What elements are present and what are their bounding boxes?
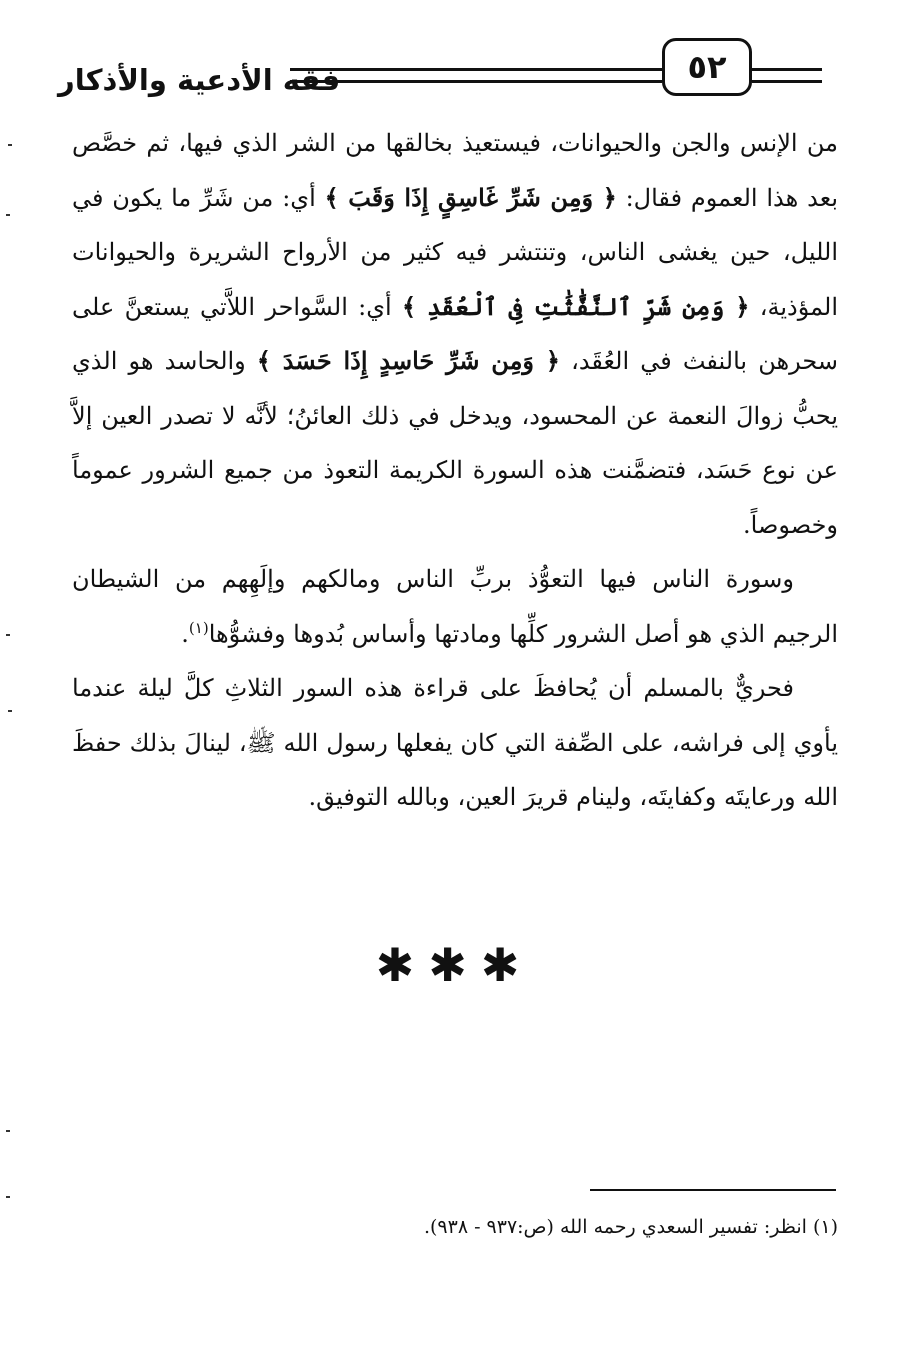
text-segment: وسورة الناس فيها التعوُّذ بربِّ الناس ومالكهم وإلَهِهم من الشيطان الرجيم الذي هو أصل الشرور كلِّها ومادتها وأساس بُدوها وفشوُّها [72,565,838,648]
scan-mark [8,710,12,712]
header-rule [752,68,822,71]
scan-mark [6,1196,10,1198]
paragraph [72,552,838,661]
text-segment: أي: من شَرِّ ما يكون في الليل، حين يغشى الناس، وتنتشر فيه كثير من الأرواح الشريرة والحيوانات المؤذية، [72,183,838,321]
page-header [58,38,822,104]
scan-mark [6,1130,10,1132]
text-segment: والحاسد هو الذي يحبُّ زوالَ النعمة عن المحسود، ويدخل في ذلك العائنُ؛ لأنَّه لا تصدر العين إلاَّ عن نوع حَسَد، فتضمَّنت هذه السورة الكريمة التعوذ من جميع الشرور عموماً وخصوصاً. [72,347,838,539]
scan-mark [8,144,12,146]
text-segment: أي: السَّواحر اللاَّتي يستعنَّ على سحرهن بالنفث في العُقَد، [72,292,838,375]
scan-mark [6,214,10,216]
body-text [72,116,838,825]
footnote: (١) انظر: تفسير السعدي رحمه الله (ص:٩٣٧ - ٩٣٨). [423,1216,838,1238]
text-segment: . [181,619,189,648]
header-rule [290,68,662,71]
quran-verse: ﴿ وَمِن شَرِّ حَاسِدٍ إِذَا حَسَدَ ﴾ [256,346,560,375]
footnote-reference[interactable]: (١) [188,618,209,637]
page-number: ٥٢ [662,38,752,96]
quran-verse: ﴿ وَمِن شَرِّ ٱلنَّفَّٰثَٰتِ فِى ٱلْعُقَدِ ﴾ [402,291,750,321]
quran-verse: ﴿ وَمِن شَرِّ غَاسِقٍ إِذَا وَقَبَ ﴾ [324,182,617,212]
scan-mark [6,634,10,636]
section-separator: ✱✱✱ [375,938,534,992]
paragraph [72,661,838,825]
footnote-divider [590,1189,836,1191]
text-segment: فحريٌّ بالمسلم أن يُحافظَ على قراءة هذه السور الثلاثِ كلَّ ليلة عندما يأوي إلى فراشه، على الصِّفة التي كان يفعلها رسول الله ﷺ، لينالَ بذلك حفظَ الله ورعايتَه وكفايتَه، ولينام قريرَ العين، وبالله التوفيق. [72,674,838,811]
header-rule [290,80,662,83]
header-rule [752,80,822,83]
text-segment: من الإنس والجن والحيوانات، فيستعيذ بخالقها من الشر الذي فيها، ثم خصَّص بعد هذا العموم فقال: [72,129,838,212]
paragraph [72,116,838,552]
book-title: فقه الأدعية والأذكار [58,63,341,97]
